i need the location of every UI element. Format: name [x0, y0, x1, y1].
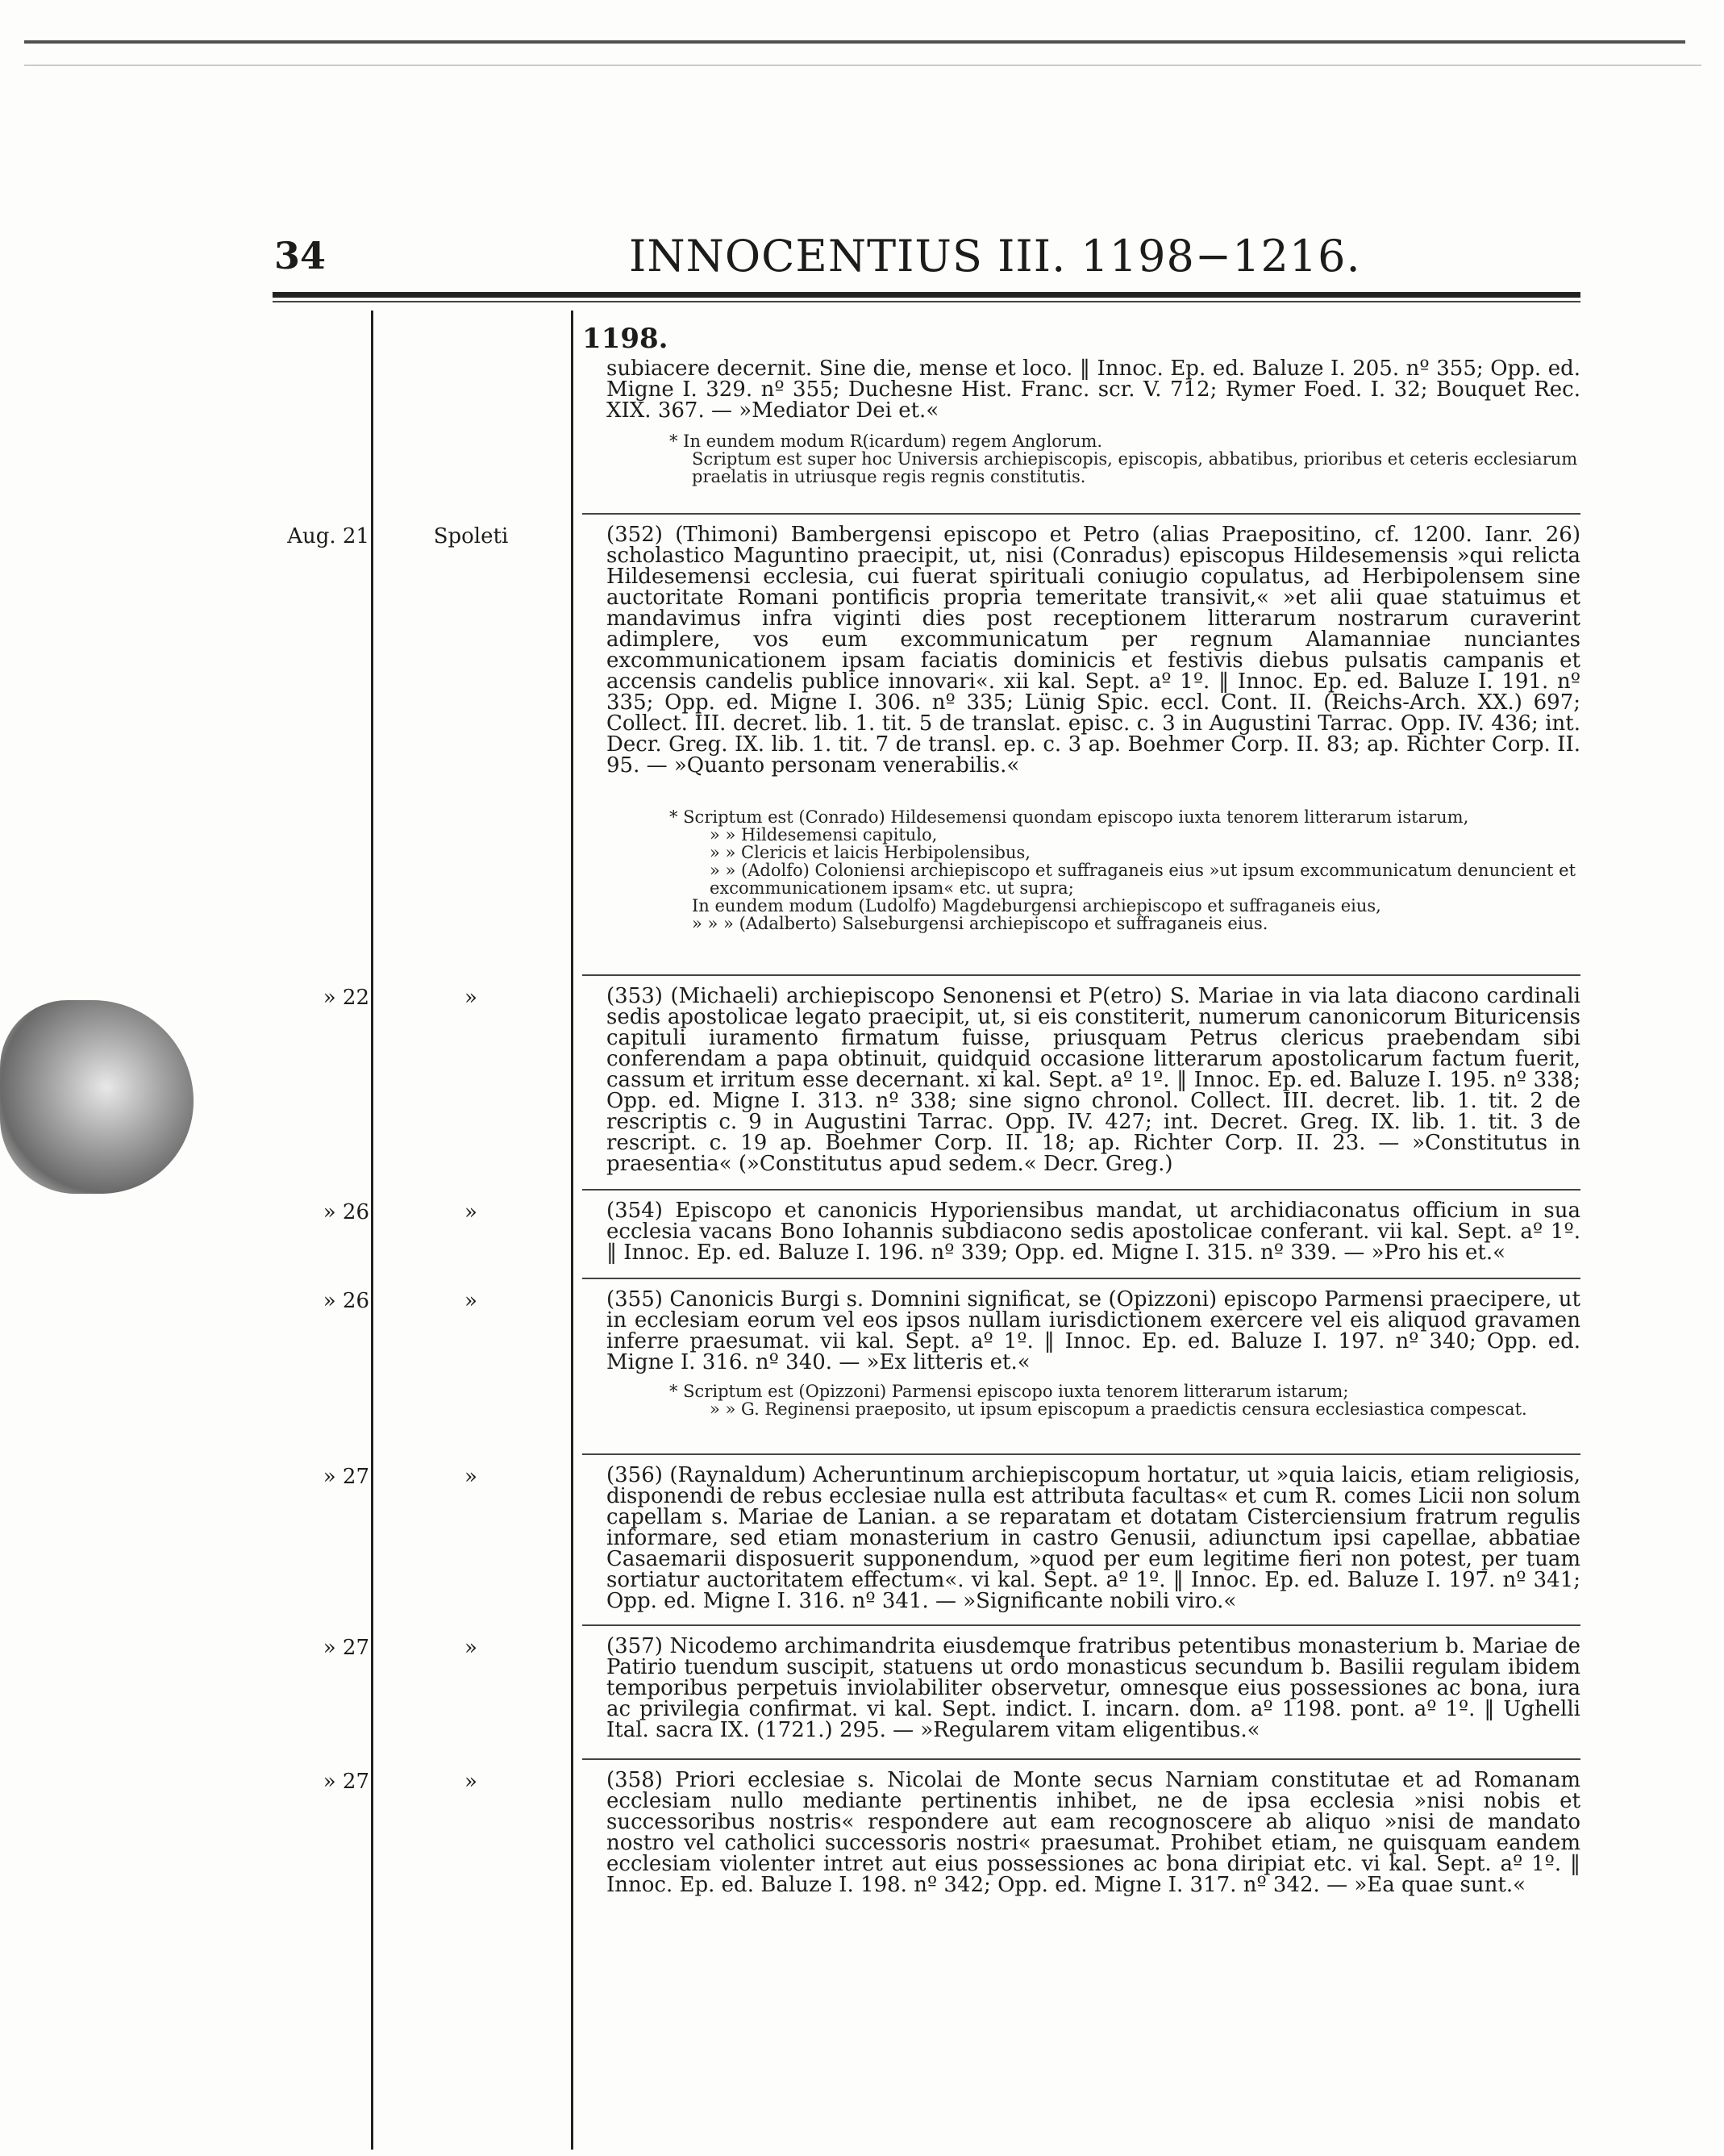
continuation-notes [669, 432, 1580, 486]
note-line: Scriptum est super hoc Universis archiepiscopis, episcopis, abbatibus, prioribus et ceteris ecclesiarum praelatis in utriusque regis regnis constitutis. [692, 449, 1578, 486]
scan-edge-line [24, 40, 1685, 44]
entry-place: » [464, 1289, 477, 1313]
entry-separator [582, 1624, 1580, 1626]
entry-date: » 27 [323, 1770, 369, 1794]
entry-place: Spoleti [433, 524, 509, 548]
entry-separator [582, 513, 1580, 515]
entry-separator [582, 1278, 1580, 1279]
entry-text: (355) Canonicis Burgi s. Domnini significat, se (Opizzoni) episcopo Parmensi praecipere, ut in ecclesiam eorum vel eos ipsos nullam iurisdictionem exercere vel eis aliquod gravamen inferre praesumat. vii kal. Sept. aº 1º. ‖ Innoc. Ep. ed. Baluze I. 197. nº 340; Opp. ed. Migne I. 316. nº 340. — »Ex litteris et.« [606, 1287, 1580, 1374]
column-rule-date [371, 311, 373, 2150]
running-title: INNOCENTIUS III. 1198−1216. [629, 231, 1361, 281]
entry-text: (352) (Thimoni) Bambergensi episcopo et Petro (alias Praepositino, cf. 1200. Ianr. 26) scholastico Maguntino praecipit, ut, nisi (Conradus) episcopus Hildesemensis »qui relicta Hildesemensi ecclesia, cui fuerat spirituali coniugio copulatus, ad Herbipolensem sine auctoritate Romani pontificis propria temeritate transivit,« »et alii quae statuimus et mandavimus infra viginti dies post receptionem litterarum nostrarum curaverint adimplere, vos eum excommunicatum per regnum Alamanniae nunciantes excommunicationem ipsam faciatis dominicis et festivis diebus pulsatis campanis et accensis candelis publice innovari«. xii kal. Sept. aº 1º. ‖ Innoc. Ep. ed. Baluze I. 191. nº 335; Opp. ed. Migne I. 306. nº 335; Lünig Spic. eccl. Cont. II. (Reichs-Arch. XX.) 697; Collect. III. decret. lib. 1. tit. 5 de translat. episc. c. 3 in Augustini Tarrac. Opp. IV. 436; int. Decr. Greg. IX. lib. 1. tit. 7 de transl. ep. c. 3 ap. Boehmer Corp. II. 83; ap. Richter Corp. II. 95. — »Quanto personam venerabilis.« [606, 523, 1580, 778]
entry-date: » 27 [323, 1465, 369, 1489]
header-rule-thick [273, 292, 1580, 298]
entry-place: » [464, 986, 477, 1010]
note-line: In eundem modum (Ludolfo) Magdeburgensi archiepiscopo et suffraganeis eius, [692, 896, 1381, 915]
entry-text: (358) Priori ecclesiae s. Nicolai de Monte secus Narniam constitutae et ad Romanam ecclesiam nullo mediante pertinentis inhibet, ne de ipsa ecclesia »nisi nobis et successoribus nostris« respondere aut eam recognoscere ab aliquo »nisi de mandato nostro vel catholici successoris nostri« praesumat. Prohibet etiam, ne quisquam eandem ecclesiam violenter intret aut eius possessiones ac bona diripiat etc. vi kal. Sept. aº 1º. ‖ Innoc. Ep. ed. Baluze I. 198. nº 342; Opp. ed. Migne I. 317. nº 342. — »Ea quae sunt.« [606, 1768, 1580, 1897]
entry-place: » [464, 1770, 477, 1794]
note-line: » » (Adolfo) Coloniensi archiepiscopo et suffraganeis eius »ut ipsum excommunicatum denuncient et excommunicationem ipsam« etc. ut supra; [710, 861, 1576, 898]
note-line: » » Clericis et laicis Herbipolensibus, [710, 843, 1031, 862]
entry-place: » [464, 1465, 477, 1489]
scan-edge-line-faint [24, 65, 1701, 66]
page-number: 34 [274, 234, 327, 277]
year-heading: 1198. [582, 323, 668, 355]
entry-separator [582, 1189, 1580, 1191]
entry-date: » 26 [323, 1289, 369, 1313]
entry-place: » [464, 1636, 477, 1660]
note-line: * In eundem modum R(icardum) regem Anglorum. [669, 432, 1103, 451]
entry-text: (353) (Michaeli) archiepiscopo Senonensi et P(etro) S. Mariae in via lata diacono cardinali sedis apostolicae legato praecipit, ut, si eis constiterit, numerum canonicorum Bituricensis capituli iuramento firmatum fuisse, priusquam Petrus clericus praebendam sibi conferendam a papa obtinuit, quidquid occasione litterarum apostolicarum factum fuerit, cassum et irritum esse decernant. xi kal. Sept. aº 1º. ‖ Innoc. Ep. ed. Baluze I. 195. nº 338; Opp. ed. Migne I. 313. nº 338; sine signo chronol. Collect. III. decret. lib. 1. tit. 2 de rescriptis c. 9 in Augustini Tarrac. Opp. IV. 427; int. Decret. Greg. IX. lib. 1. tit. 3 de rescript. c. 19 ap. Boehmer Corp. II. 18; ap. Richter Corp. II. 23. — »Constitutus in praesentia« (»Constitutus apud sedem.« Decr. Greg.) [606, 984, 1580, 1176]
entry-text: (356) (Raynaldum) Acheruntinum archiepiscopum hortatur, ut »quia laicis, etiam religiosis, disponendi de rebus ecclesiae nulla est attributa facultas« et cum R. comes Licii non solum capellam s. Mariae de Lanian. a se reparatam et dotatam Cisterciensium fratrum regulis informare, sed etiam monasterium in castro Genusii, adiunctum ipsi capellae, abbatiae Casaemarii disposuerit supponendum, »quod per eum legitime fieri non potest, per tuam sortiatur auctoritatem effectum«. vi kal. Sept. aº 1º. ‖ Innoc. Ep. ed. Baluze I. 197. nº 341; Opp. ed. Migne I. 316. nº 341. — »Significante nobili viro.« [606, 1463, 1580, 1613]
entry-date: » 27 [323, 1636, 369, 1660]
entry-date: Aug. 21 [287, 524, 369, 548]
entry-separator [582, 974, 1580, 976]
entry-notes [669, 1382, 1580, 1418]
entry-date: » 26 [323, 1200, 369, 1224]
column-rule-place [571, 311, 573, 2150]
note-line: * Scriptum est (Opizzoni) Parmensi episcopo iuxta tenorem litterarum istarum; [669, 1382, 1349, 1401]
entry-place: » [464, 1200, 477, 1224]
entry-text: (354) Episcopo et canonicis Hyporiensibus mandat, ut archidiaconatus officium in sua ecclesia vacans Bono Iohannis subdiacono sedis apostolicae conferant. vii kal. Sept. aº 1º. ‖ Innoc. Ep. ed. Baluze I. 196. nº 339; Opp. ed. Migne I. 315. nº 339. — »Pro his et.« [606, 1199, 1580, 1265]
entry-date: » 22 [323, 986, 369, 1010]
note-line: » » » (Adalberto) Salseburgensi archiepiscopo et suffraganeis eius. [692, 914, 1268, 933]
note-line: * Scriptum est (Conrado) Hildesemensi quondam episcopo iuxta tenorem litterarum istarum, [669, 807, 1469, 827]
continuation-text: subiacere decernit. Sine die, mense et loco. ‖ Innoc. Ep. ed. Baluze I. 205. nº 355; Opp. ed. Migne I. 329. nº 355; Duchesne Hist. Franc. scr. V. 712; Rymer Foed. I. 32; Bouquet Rec. XIX. 367. — »Mediator Dei et.« [606, 357, 1580, 423]
header-rule-thin [273, 301, 1580, 302]
entry-notes [669, 808, 1580, 932]
note-line: » » Hildesemensi capitulo, [710, 825, 938, 844]
entry-separator [582, 1453, 1580, 1455]
note-line: » » G. Reginensi praeposito, ut ipsum episcopum a praedictis censura ecclesiastica compescat. [710, 1399, 1527, 1419]
entry-separator [582, 1758, 1580, 1760]
scan-thumb-blot [0, 1000, 194, 1194]
entry-text: (357) Nicodemo archimandrita eiusdemque fratribus petentibus monasterium b. Mariae de Patirio tuendum suscipit, statuens ut ordo monasticus secundum b. Basilii regulam ibidem temporibus perpetuis inviolabiliter observetur, omnesque eius possessiones ac bona, iura ac privilegia confirmat. vi kal. Sept. indict. I. incarn. dom. aº 1198. pont. aº 1º. ‖ Ughelli Ital. sacra IX. (1721.) 295. — »Regularem vitam eligentibus.« [606, 1634, 1580, 1742]
